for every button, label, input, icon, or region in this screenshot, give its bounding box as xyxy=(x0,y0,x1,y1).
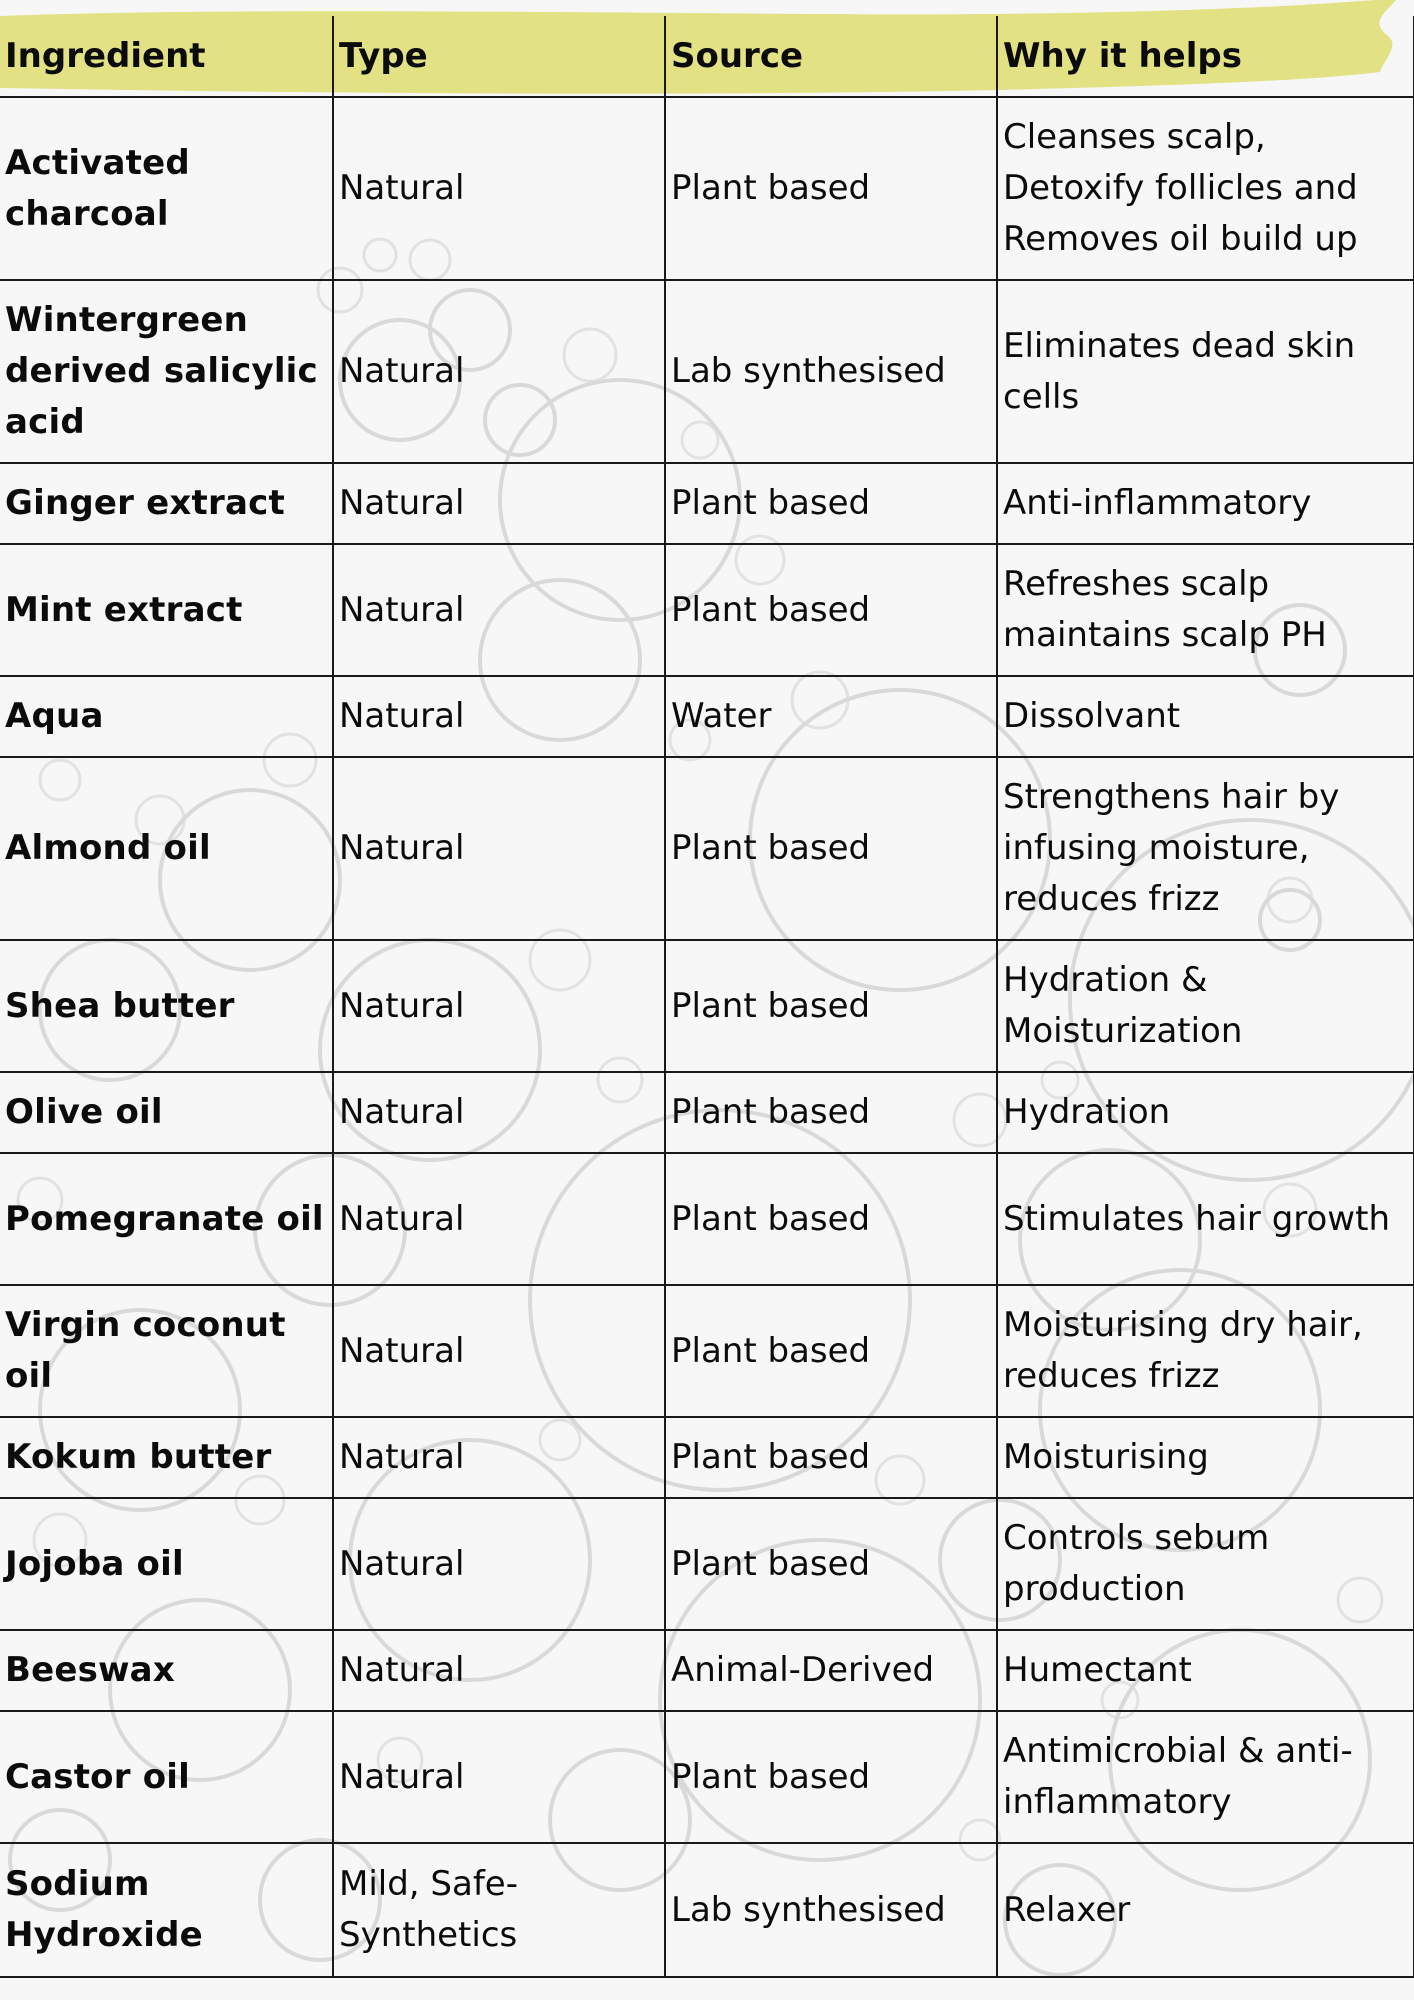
cell-why: Refreshes scalp maintains scalp PH xyxy=(997,544,1414,676)
cell-ingredient: Pomegranate oil xyxy=(0,1153,333,1285)
cell-why: Humectant xyxy=(997,1630,1414,1711)
cell-type: Natural xyxy=(333,1417,665,1498)
cell-type: Natural xyxy=(333,1285,665,1417)
cell-ingredient: Sodium Hydroxide xyxy=(0,1843,333,1977)
cell-type: Natural xyxy=(333,544,665,676)
cell-type: Natural xyxy=(333,1711,665,1843)
cell-why: Eliminates dead skin cells xyxy=(997,280,1414,463)
cell-ingredient: Aqua xyxy=(0,676,333,757)
cell-source: Plant based xyxy=(665,1285,997,1417)
table-row xyxy=(0,1711,1414,1843)
cell-source: Plant based xyxy=(665,1072,997,1153)
cell-ingredient: Kokum butter xyxy=(0,1417,333,1498)
cell-source: Plant based xyxy=(665,940,997,1072)
cell-source: Plant based xyxy=(665,1417,997,1498)
cell-why: Strengthens hair by infusing moisture, reduces frizz xyxy=(997,757,1414,940)
cell-why: Moisturising xyxy=(997,1417,1414,1498)
cell-type: Natural xyxy=(333,940,665,1072)
header-type: Type xyxy=(333,16,665,97)
cell-source: Plant based xyxy=(665,757,997,940)
cell-ingredient: Activated charcoal xyxy=(0,97,333,280)
cell-source: Plant based xyxy=(665,463,997,544)
table-row xyxy=(0,1843,1414,1977)
cell-ingredient: Ginger extract xyxy=(0,463,333,544)
table-row xyxy=(0,1630,1414,1711)
cell-why: Relaxer xyxy=(997,1843,1414,1977)
cell-ingredient: Mint extract xyxy=(0,544,333,676)
cell-source: Lab synthesised xyxy=(665,280,997,463)
table-row xyxy=(0,1153,1414,1285)
cell-type: Mild, Safe-Synthetics xyxy=(333,1843,665,1977)
table-row xyxy=(0,544,1414,676)
table-row xyxy=(0,1417,1414,1498)
table-row xyxy=(0,676,1414,757)
cell-why: Stimulates hair growth xyxy=(997,1153,1414,1285)
cell-source: Plant based xyxy=(665,1711,997,1843)
cell-ingredient: Virgin coconut oil xyxy=(0,1285,333,1417)
cell-type: Natural xyxy=(333,1630,665,1711)
header-source: Source xyxy=(665,16,997,97)
cell-type: Natural xyxy=(333,1072,665,1153)
cell-ingredient: Almond oil xyxy=(0,757,333,940)
cell-why: Hydration & Moisturization xyxy=(997,940,1414,1072)
cell-source: Lab synthesised xyxy=(665,1843,997,1977)
table-header-row xyxy=(0,16,1414,97)
cell-why: Moisturising dry hair, reduces frizz xyxy=(997,1285,1414,1417)
cell-type: Natural xyxy=(333,1498,665,1630)
cell-ingredient: Beeswax xyxy=(0,1630,333,1711)
header-why: Why it helps xyxy=(997,16,1414,97)
cell-why: Antimicrobial & anti-inflammatory xyxy=(997,1711,1414,1843)
cell-ingredient: Shea butter xyxy=(0,940,333,1072)
cell-ingredient: Castor oil xyxy=(0,1711,333,1843)
cell-source: Water xyxy=(665,676,997,757)
cell-ingredient: Wintergreen derived salicylic acid xyxy=(0,280,333,463)
cell-type: Natural xyxy=(333,280,665,463)
ingredients-table xyxy=(0,16,1414,1978)
cell-why: Controls sebum production xyxy=(997,1498,1414,1630)
table-row xyxy=(0,280,1414,463)
cell-source: Plant based xyxy=(665,1498,997,1630)
cell-type: Natural xyxy=(333,463,665,544)
cell-type: Natural xyxy=(333,757,665,940)
table-row xyxy=(0,97,1414,280)
cell-type: Natural xyxy=(333,1153,665,1285)
cell-source: Animal-Derived xyxy=(665,1630,997,1711)
table-row xyxy=(0,1285,1414,1417)
cell-why: Cleanses scalp, Detoxify follicles and Removes oil build up xyxy=(997,97,1414,280)
table-row xyxy=(0,463,1414,544)
cell-source: Plant based xyxy=(665,97,997,280)
cell-type: Natural xyxy=(333,676,665,757)
table-row xyxy=(0,940,1414,1072)
header-ingredient: Ingredient xyxy=(0,16,333,97)
table-row xyxy=(0,1072,1414,1153)
table-row xyxy=(0,1498,1414,1630)
cell-why: Hydration xyxy=(997,1072,1414,1153)
cell-source: Plant based xyxy=(665,1153,997,1285)
cell-why: Dissolvant xyxy=(997,676,1414,757)
cell-why: Anti-inflammatory xyxy=(997,463,1414,544)
table-row xyxy=(0,757,1414,940)
cell-source: Plant based xyxy=(665,544,997,676)
cell-ingredient: Olive oil xyxy=(0,1072,333,1153)
cell-ingredient: Jojoba oil xyxy=(0,1498,333,1630)
cell-type: Natural xyxy=(333,97,665,280)
